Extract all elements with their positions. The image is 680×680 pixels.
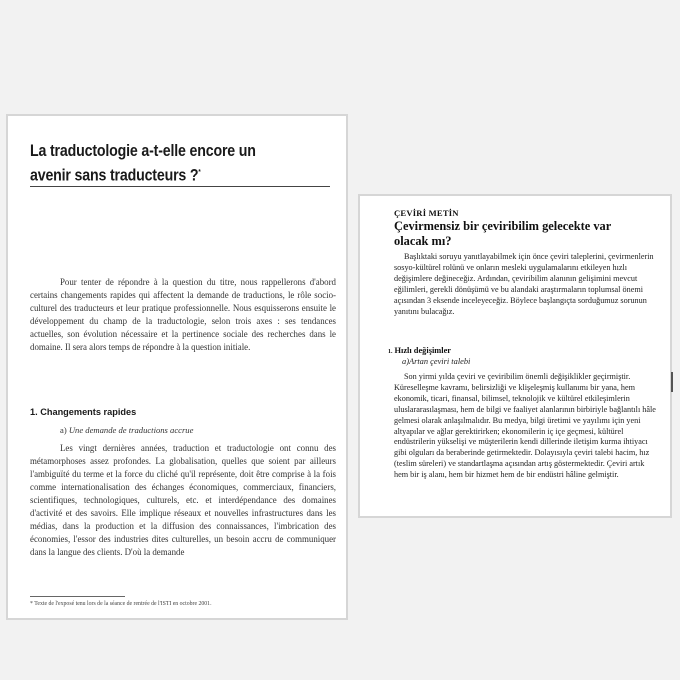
- french-title-text: La traductologie a-t-elle encore un avenir sans traducteurs ?: [30, 142, 256, 185]
- section-number: 1.: [388, 349, 393, 355]
- turkish-body-text: Son yirmi yılda çeviri ve çeviribilim önemli değişiklikler geçirmiştir. Küreselleşme kavramı, belirsizliği ve klişeleşmiş kullanımı bir yana, hem ekonomik, ticari, finansal, bilimsel, teknolojik ve kültürel etkileşimlerin uluslararasılaşması, hem de bilgi ve faaliyet alanlarının birbiriyle bağlantılı hâle gelmesi olarak anlaşılmalıdır. Bu medya, bilgi üretimi ve yayılımı için yeni altyapılar ve ağlar gerektirirken; ekonomilerin iç içe geçmesi, kültürel endüstrilerin yükselişi ve müşterilerin kendi dillerinde iletişim kurma ihtiyacı gibi olguları da beraberinde getirmektedir. Dolayısıyla çeviri talebi hacim, hız (teslim süreleri) ve standartlaşma açısından artış göstermektedir. Çeviri artık hem bir iş alanı, hem bir hizmet hem de bir endüstri hâline gelmiştir.: [394, 372, 656, 480]
- text-cursor: [671, 372, 673, 392]
- french-footnote: * Texte de l'exposé tenu lors de la séance de rentrée de l'ISTI en octobre 2001.: [30, 601, 212, 607]
- turkish-intro-text: Başlıktaki soruyu yanıtlayabilmek için önce çeviri taleplerini, çevirmenlerin sosyo-kültürel rolünü ve onların mesleki uygulamalarını etkileyen hızlı değişimlere değineceğiz. Ardından, çeviribilim alanının gelişimini mevcut eğilimleri, gerekli dönüşümü ve bu alandaki araştırmaların toplumsal önemi açısından 3 eksende inceleyeceğiz. Böylece başlangıçta sorduğumuz sorunun yanıtını bulacağız.: [394, 252, 654, 316]
- french-intro-text: Pour tenter de répondre à la question du titre, nous rappellerons d'abord certains changements rapides qui affectent la demande de traductions, le rôle socio-culturel des traducteurs et leur pratique professionnelle. Nous esquisserons ensuite le développement du champ de la traductologie, selon trois axes : ses tendances actuelles, son évolution nécessaire et la pertinence sociale des recherches dans le domaine. Il sera alors temps de répondre à la question initiale.: [30, 277, 336, 352]
- turkish-body: [394, 372, 660, 481]
- subsection-letter: a): [60, 425, 67, 435]
- turkish-section-heading: [388, 346, 451, 355]
- title-rule: [30, 186, 330, 187]
- turkish-page: [358, 194, 672, 518]
- section-heading-text: Hızlı değişimler: [394, 346, 452, 355]
- french-intro: [30, 276, 336, 354]
- turkish-intro: [394, 252, 660, 317]
- french-subsection-heading: [60, 425, 193, 435]
- turkish-title: Çevirmensiz bir çeviribilim gelecekte var olacak mı?: [394, 219, 611, 248]
- french-section-heading: 1. Changements rapides: [30, 407, 137, 417]
- turkish-label: ÇEVİRİ METİN: [394, 208, 459, 218]
- subsection-title: Une demande de traductions accrue: [68, 425, 194, 435]
- turkish-subsection: a)Artan çeviri talebi: [402, 357, 471, 366]
- footnote-rule: [30, 596, 125, 597]
- french-page: [6, 114, 348, 620]
- french-body: [30, 442, 336, 559]
- french-title: [30, 140, 288, 187]
- title-footnote-mark: *: [198, 169, 201, 176]
- french-body-text: Les vingt dernières années, traduction et traductologie ont connu des métamorphoses assez profondes. La globalisation, quelles que soient par ailleurs l'ambiguïté du terme et la force du cliché qu'il représente, doit être comprise à la fois comme internationalisation des échanges économiques, commerciaux, financiers, scientifiques, technologiques, culturels, etc. et interdépendance des domaines d'activité et des savoirs. Elle implique réseaux et nouvelles infrastructures dans les médias, dans la production et la diffusion des connaissances, l'imbrication des économies, l'essor des industries dites culturelles, un besoin accru de communiquer dans la langue des clients. D'où la demande: [30, 443, 336, 557]
